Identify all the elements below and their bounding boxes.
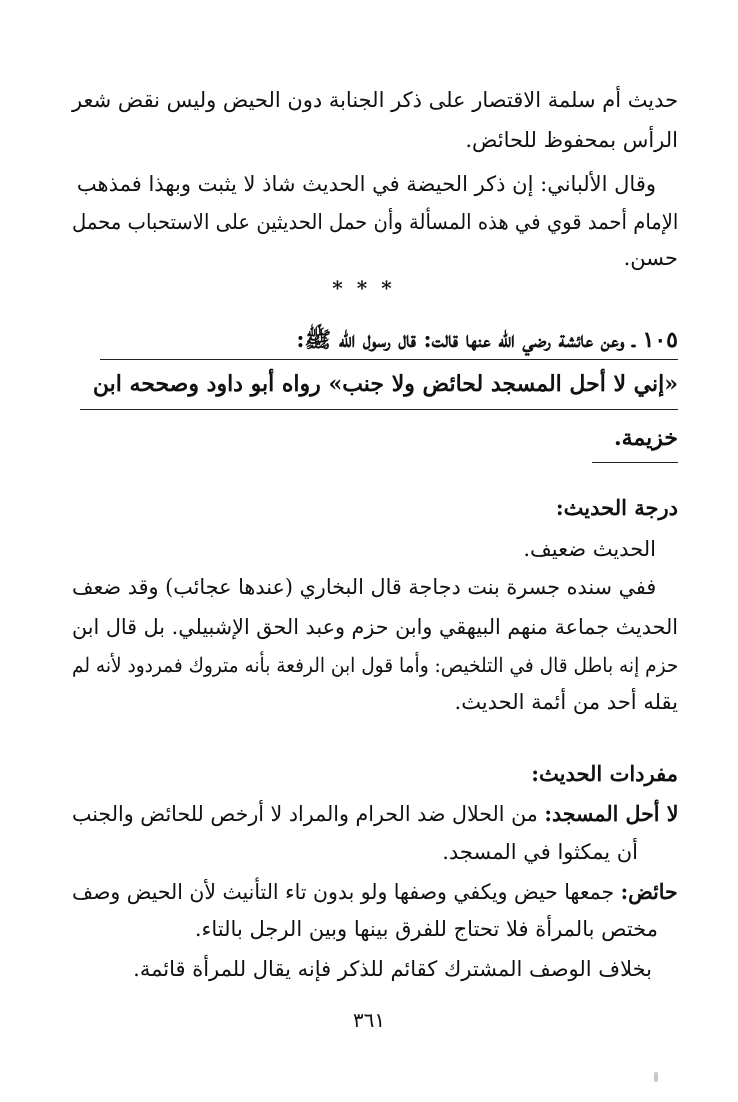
vocabulary-term-1: لا أحل المسجد: xyxy=(543,801,678,826)
paragraph-2-line-1: وقال الألباني: إن ذكر الحيضة في الحديث شاذ لا يثبت وبهذا فمذهب xyxy=(76,172,656,196)
vocabulary-item-1-line-1 xyxy=(72,800,678,830)
hadith-line-2: «إني لا أحل المسجد لحائض ولا جنب» رواه أبو داود وصححه ابن xyxy=(92,371,678,397)
grade-line-2: ففي سنده جسرة بنت دجاجة قال البخاري (عندها عجائب) وقد ضعف xyxy=(71,575,656,599)
vocabulary-item-2-line-2: مختص بالمرأة فلا تحتاج للفرق بينها وبين الرجل بالتاء. xyxy=(194,917,658,941)
paragraph-2-line-3: حسن. xyxy=(623,246,678,270)
scan-speck xyxy=(654,1072,658,1082)
vocabulary-heading: مفردات الحديث: xyxy=(531,761,678,786)
vocabulary-item-2-line-1 xyxy=(72,878,678,908)
hadith-underline-3 xyxy=(592,462,678,463)
grade-line-4: حزم إنه باطل قال في التلخيص: وأما قول ابن الرفعة بأنه متروك فمردود لأنه لم xyxy=(71,653,678,677)
paragraph-1-line-1: حديث أم سلمة الاقتصار على ذكر الجنابة دون الحيض وليس نقض شعر xyxy=(71,88,678,112)
vocabulary-definition-1: من الحلال ضد الحرام والمراد لا أرخص للحائض والجنب xyxy=(71,802,538,826)
vocabulary-item-1-line-2: أن يمكثوا في المسجد. xyxy=(442,840,638,864)
grade-line-3: الحديث جماعة منهم البيهقي وابن حزم وعبد الحق الإشبيلي. بل قال ابن xyxy=(71,615,678,639)
grade-heading: درجة الحديث: xyxy=(555,495,678,520)
vocabulary-item-2-line-3: بخلاف الوصف المشترك كقائم للذكر فإنه يقال للمرأة قائمة. xyxy=(133,957,652,981)
grade-line-1: الحديث ضعيف. xyxy=(523,537,656,561)
paragraph-2-line-2: الإمام أحمد قوي في هذه المسألة وأن حمل الحديثين على الاستحباب محمل xyxy=(71,210,678,234)
hadith-line-3: خزيمة. xyxy=(613,425,678,451)
hadith-underline-1 xyxy=(100,359,678,360)
paragraph-1-line-2: الرأس بمحفوظ للحائض. xyxy=(465,128,678,152)
hadith-line-1: ١٠٥ ـ وعن عائشة رضي الله عنها قالت: قال رسول الله ﷺ: xyxy=(296,327,678,353)
vocabulary-term-2: حائض: xyxy=(620,879,678,904)
grade-line-5: يقله أحد من أئمة الحديث. xyxy=(454,690,678,714)
vocabulary-definition-2: جمعها حيض ويكفي وصفها ولو بدون تاء التأنيث لأن الحيض وصف xyxy=(72,880,615,904)
page-number: ٣٦١ xyxy=(352,1008,386,1032)
hadith-underline-2 xyxy=(80,409,678,410)
section-separator: *** xyxy=(332,276,406,300)
